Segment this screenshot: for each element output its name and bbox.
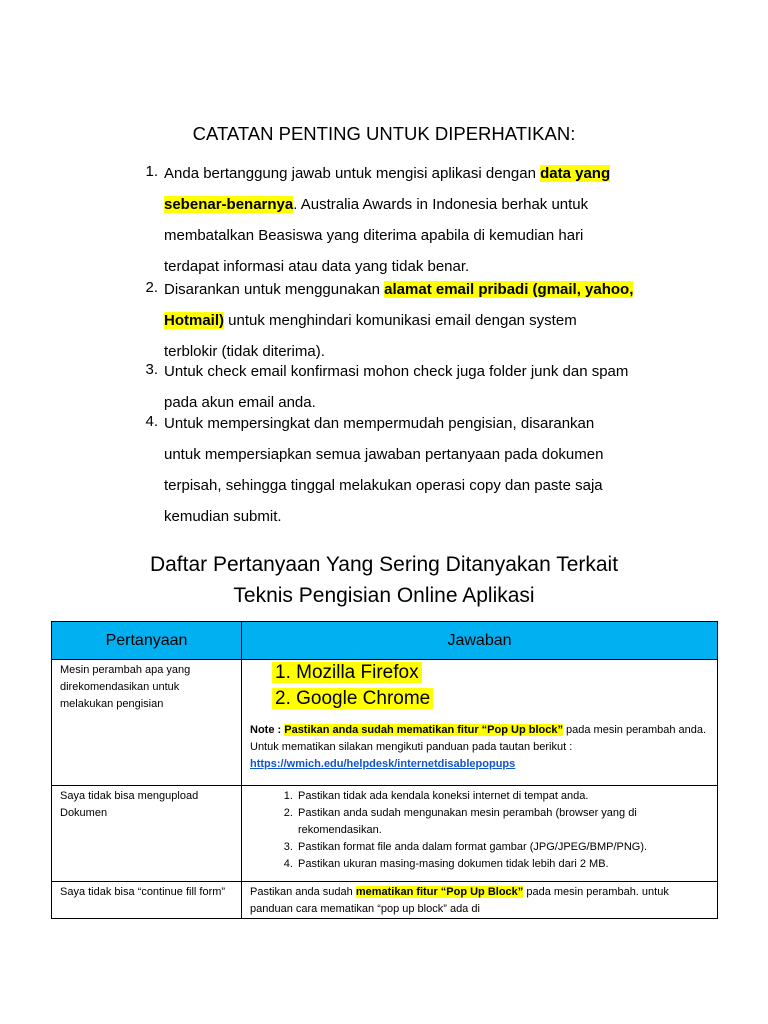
question-cell: Mesin perambah apa yang direkomendasikan untuk melakukan pengisian xyxy=(52,660,242,786)
note-number: 3. xyxy=(145,361,158,378)
list-item: 1. Pastikan tidak ada kendala koneksi internet di tempat anda. xyxy=(296,788,709,805)
note-line: terdapat informasi atau data yang tidak benar. xyxy=(164,258,470,275)
table-row xyxy=(52,882,718,919)
note-line: membatalkan Beasiswa yang diterima apabila di kemudian hari xyxy=(164,227,584,244)
question-column-header: Pertanyaan xyxy=(52,622,242,660)
answer-cell: Pastikan anda sudah mematikan fitur “Pop Up Block” pada mesin perambah. untuk panduan cara mematikan “pop up block” ada di xyxy=(242,882,718,919)
note-line: terpisah, sehingga tinggal melakukan operasi copy dan paste saja xyxy=(164,477,603,494)
table-row xyxy=(52,786,718,882)
answer-cell xyxy=(242,660,718,786)
note-line: Hotmail) untuk menghindari komunikasi email dengan system xyxy=(164,312,577,329)
note-line: sebenar-benarnya. Australia Awards in Indonesia berhak untuk xyxy=(164,196,589,213)
note-number: 4. xyxy=(145,413,158,430)
notes-heading: CATATAN PENTING UNTUK DIPERHATIKAN: xyxy=(192,123,576,144)
note-number: 1. xyxy=(145,163,158,180)
answer-cell xyxy=(242,786,718,882)
faq-table xyxy=(51,621,718,919)
help-link[interactable]: https://wmich.edu/helpdesk/internetdisablepopups xyxy=(250,758,516,770)
browser-list xyxy=(250,660,709,712)
note-line: pada akun email anda. xyxy=(164,394,316,411)
note-line: Anda bertanggung jawab untuk mengisi aplikasi dengan data yang xyxy=(164,165,611,182)
list-item: 3. Pastikan format file anda dalam format gambar (JPG/JPEG/BMP/PNG). xyxy=(296,839,709,856)
list-item: 1. Mozilla Firefox xyxy=(270,660,709,686)
faq-heading xyxy=(0,549,768,611)
note-line: Untuk mempersingkat dan mempermudah pengisian, disarankan xyxy=(164,415,595,432)
note-line: terblokir (tidak diterima). xyxy=(164,343,325,360)
note-line: Untuk check email konfirmasi mohon check juga folder junk dan spam xyxy=(164,363,629,380)
popup-note: Note : Pastikan anda sudah mematikan fitur “Pop Up block” pada mesin perambah anda. Untuk mematikan silakan mengikuti panduan pada tautan berikut : https://wmich.edu/helpdesk/internetdisablepopups xyxy=(250,724,707,770)
table-row xyxy=(52,660,718,786)
table-header-row xyxy=(52,622,718,660)
note-number: 2. xyxy=(145,279,158,296)
list-item: 2. Pastikan anda sudah mengunakan mesin perambah (browser yang di rekomendasikan. xyxy=(296,805,709,839)
note-line: untuk mempersiapkan semua jawaban pertanyaan pada dokumen xyxy=(164,446,604,463)
list-item: 4. Pastikan ukuran masing-masing dokumen tidak lebih dari 2 MB. xyxy=(296,856,709,873)
note-line: Disarankan untuk menggunakan alamat email pribadi (gmail, yahoo, xyxy=(164,281,634,298)
list-item: 2. Google Chrome xyxy=(270,686,709,712)
answer-column-header: Jawaban xyxy=(242,622,718,660)
faq-heading-line-2: Teknis Pengisian Online Aplikasi xyxy=(233,584,535,607)
question-cell: Saya tidak bisa “continue fill form” xyxy=(52,882,242,919)
question-cell: Saya tidak bisa mengupload Dokumen xyxy=(52,786,242,882)
upload-tips-list xyxy=(250,788,709,873)
note-line: kemudian submit. xyxy=(164,508,282,525)
faq-heading-line-1: Daftar Pertanyaan Yang Sering Ditanyakan Terkait xyxy=(149,553,619,576)
